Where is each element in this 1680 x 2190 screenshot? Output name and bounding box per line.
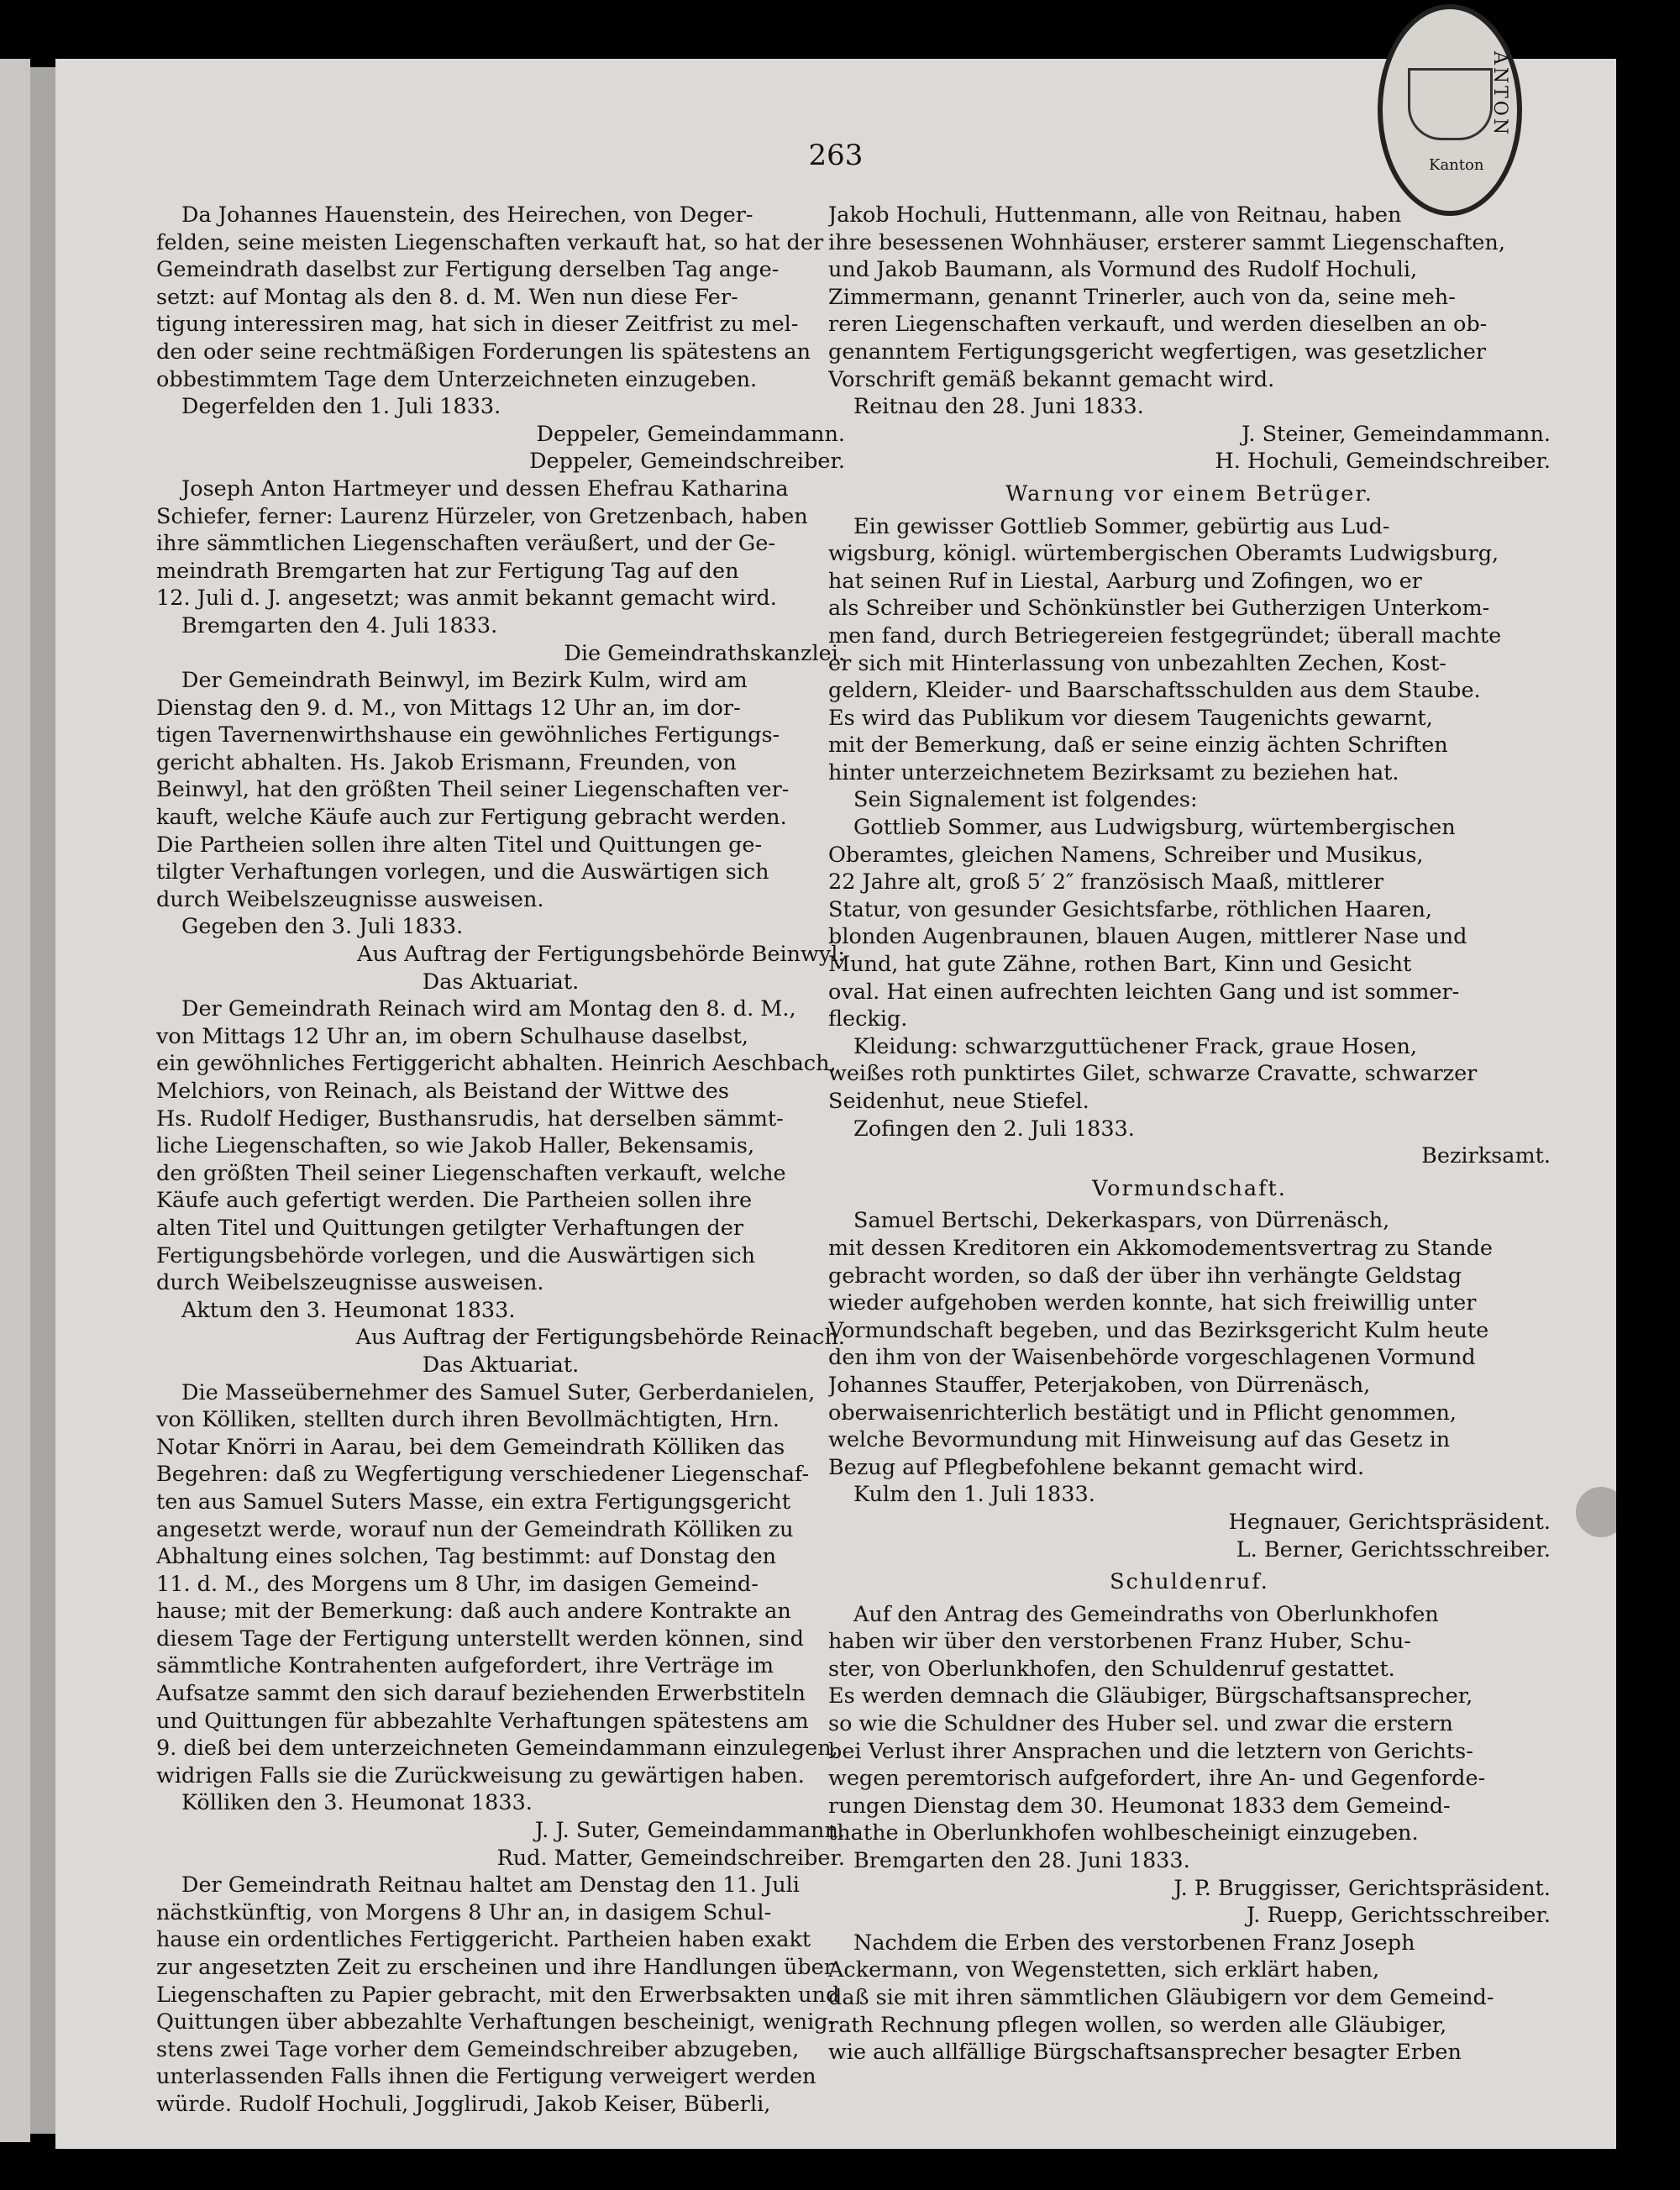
text-line: welche Bevormundung mit Hinweisung auf das Gesetz in: [828, 1427, 1451, 1453]
text-line: oval. Hat einen aufrechten leichten Gang und ist sommer-: [828, 979, 1460, 1005]
text-line: Fertigungsbehörde vorlegen, und die Auswärtigen sich: [156, 1242, 756, 1268]
text-line: mit der Bemerkung, daß er seine einzig ächten Schriften: [828, 733, 1448, 759]
text-line: Sein Signalement ist folgendes:: [853, 787, 1198, 813]
text-line: ihre sämmtlichen Liegenschaften veräußert, und der Ge-: [156, 531, 775, 557]
text-line: blonden Augenbraunen, blauen Augen, mittlerer Nase und: [828, 924, 1467, 950]
text-line: diesem Tage der Fertigung unterstellt werden können, sind: [156, 1625, 804, 1652]
text-line: hause; mit der Bemerkung: daß auch andere Kontrakte an: [156, 1599, 791, 1625]
text-line: Kleidung: schwarzguttüchener Frack, graue Hosen,: [853, 1033, 1418, 1059]
text-line: obbestimmtem Tage dem Unterzeichneten einzugeben.: [156, 366, 758, 392]
text-line: oberwaisenrichterlich bestätigt und in Pflicht genommen,: [828, 1400, 1457, 1426]
text-line: daß sie mit ihren sämmtlichen Gläubigern vor dem Gemeind-: [828, 1985, 1494, 2010]
text-line: Zimmermann, genannt Trinerler, auch von da, seine meh-: [828, 284, 1456, 310]
text-line: kauft, welche Käufe auch zur Fertigung gebracht werden.: [156, 805, 787, 831]
text-line: tilgter Verhaftungen vorlegen, und die Auswärtigen sich: [156, 859, 769, 885]
text-line: und Jakob Baumann, als Vormund des Rudolf Hochuli,: [828, 257, 1418, 283]
text-line: J. Ruepp, Gerichtsschreiber.: [1246, 1903, 1551, 1929]
text-line: ster, von Oberlunkhofen, den Schuldenruf gestattet.: [828, 1656, 1395, 1682]
text-line: sämmtliche Kontrahenten aufgefordert, ihre Verträge im: [156, 1653, 774, 1679]
text-line: Es wird das Publikum vor diesem Taugenichts gewarnt,: [828, 705, 1433, 731]
text-line: Notar Knörri in Aarau, bei dem Gemeindrath Kölliken das: [156, 1434, 785, 1460]
text-line: Gemeindrath daselbst zur Fertigung derselben Tag ange-: [156, 257, 780, 283]
text-line: Vormundschaft begeben, und das Bezirksgericht Kulm heute: [828, 1317, 1489, 1343]
text-line: gebracht worden, so daß der über ihn verhängte Geldstag: [828, 1263, 1462, 1289]
text-line: durch Weibelszeugnisse ausweisen.: [156, 1270, 544, 1296]
text-line: angesetzt werde, worauf nun der Gemeindrath Kölliken zu: [156, 1516, 794, 1542]
text-line: genanntem Fertigungsgericht wegfertigen, was gesetzlicher: [828, 339, 1487, 365]
text-line: wieder aufgehoben werden konnte, hat sich freiwillig unter: [828, 1290, 1477, 1316]
text-line: Aktum den 3. Heumonat 1833.: [181, 1297, 516, 1323]
section-heading: Warnung vor einem Betrüger.: [1005, 481, 1373, 507]
text-line: Statur, von gesunder Gesichtsfarbe, röthlichen Haaren,: [828, 896, 1433, 922]
text-line: bei Verlust ihrer Ansprachen und die letztern von Gerichts-: [828, 1738, 1473, 1764]
text-line: J. Steiner, Gemeindammann.: [1242, 421, 1551, 447]
text-line: Nachdem die Erben des verstorbenen Franz Joseph: [853, 1930, 1415, 1956]
text-line: H. Hochuli, Gemeindschreiber.: [1215, 449, 1551, 475]
text-line: Reitnau den 28. Juni 1833.: [853, 394, 1144, 420]
text-line: Es werden demnach die Gläubiger, Bürgschaftsansprecher,: [828, 1683, 1473, 1709]
text-line: Oberamtes, gleichen Namens, Schreiber und Musikus,: [828, 842, 1424, 868]
section-heading: Vormundschaft.: [1092, 1175, 1287, 1201]
text-line: Das Aktuariat.: [422, 1352, 580, 1378]
text-line: mit dessen Kreditoren ein Akkomodementsvertrag zu Stande: [828, 1235, 1494, 1261]
text-line: weißes roth punktirtes Gilet, schwarze Cravatte, schwarzer: [828, 1061, 1478, 1087]
text-line: den oder seine rechtmäßigen Forderungen lis spätestens an: [156, 339, 811, 365]
text-line: Vorschrift gemäß bekannt gemacht wird.: [828, 366, 1275, 392]
text-line: den ihm von der Waisenbehörde vorgeschlagenen Vormund: [828, 1345, 1476, 1371]
text-line: meindrath Bremgarten hat zur Fertigung Tag auf den: [156, 558, 739, 584]
text-line: rath Rechnung pflegen wollen, so werden alle Gläubiger,: [828, 2012, 1447, 2038]
text-line: J. P. Bruggisser, Gerichtspräsident.: [1173, 1875, 1551, 1901]
text-line: wigsburg, königl. würtembergischen Oberamts Ludwigsburg,: [828, 541, 1499, 567]
stamp-crest-icon: [1408, 68, 1493, 140]
text-line: Liegenschaften zu Papier gebracht, mit den Erwerbsakten und: [156, 1982, 840, 2008]
text-line: Dienstag den 9. d. M., von Mittags 12 Uhr an, im dor-: [156, 695, 741, 721]
text-line: Begehren: daß zu Wegfertigung verschiedener Liegenschaf-: [156, 1462, 810, 1488]
text-line: Melchiors, von Reinach, als Beistand der Wittwe des: [156, 1079, 729, 1104]
text-line: nächstkünftig, von Morgens 8 Uhr an, in dasigem Schul-: [156, 1899, 772, 1925]
text-line: Abhaltung eines solchen, Tag bestimmt: auf Donstag den: [156, 1544, 777, 1570]
text-line: widrigen Falls sie die Zurückweisung zu gewärtigen haben.: [156, 1762, 805, 1788]
text-line: Samuel Bertschi, Dekerkaspars, von Dürrenäsch,: [853, 1208, 1390, 1234]
ink-smudge: [1576, 1487, 1616, 1537]
left-column: [156, 202, 845, 2119]
text-line: rungen Dienstag dem 30. Heumonat 1833 dem Gemeind-: [828, 1793, 1451, 1819]
text-line: Auf den Antrag des Gemeindraths von Oberlunkhofen: [853, 1601, 1439, 1627]
text-line: von Mittags 12 Uhr an, im obern Schulhause daselbst,: [156, 1023, 748, 1049]
text-line: Der Gemeindrath Reinach wird am Montag den 8. d. M.,: [181, 996, 796, 1022]
text-line: Rud. Matter, Gemeindschreiber.: [496, 1845, 845, 1871]
text-line: Deppeler, Gemeindschreiber.: [529, 449, 845, 475]
text-line: Hegnauer, Gerichtspräsident.: [1228, 1509, 1551, 1535]
right-column: [828, 202, 1551, 2067]
text-line: als Schreiber und Schönkünstler bei Gutherzigen Unterkom-: [828, 596, 1490, 622]
text-line: von Kölliken, stellten durch ihren Bevollmächtigten, Hrn.: [156, 1407, 780, 1433]
book-spine-strip: [0, 59, 30, 2142]
stamp-text: ANTON: [1489, 51, 1510, 138]
text-line: Mund, hat gute Zähne, rothen Bart, Kinn und Gesicht: [828, 952, 1412, 978]
text-line: Käufe auch gefertigt werden. Die Partheien sollen ihre: [156, 1188, 753, 1214]
text-line: thathe in Oberlunkhofen wohlbescheinigt einzugeben.: [828, 1820, 1419, 1846]
text-line: Hs. Rudolf Hediger, Busthansrudis, hat derselben sämmt-: [156, 1106, 784, 1132]
text-line: Ackermann, von Wegenstetten, sich erklärt haben,: [828, 1957, 1380, 1983]
text-line: geldern, Kleider- und Baarschaftsschulden aus dem Staube.: [828, 678, 1481, 704]
text-line: Kulm den 1. Juli 1833.: [853, 1482, 1095, 1508]
text-line: ten aus Samuel Suters Masse, ein extra Fertigungsgericht: [156, 1489, 790, 1515]
text-line: Aus Auftrag der Fertigungsbehörde Beinwyl:: [357, 942, 845, 968]
text-line: Quittungen über abbezahlte Verhaftungen bescheinigt, wenig-: [156, 2009, 836, 2035]
library-stamp: [1378, 4, 1522, 216]
text-line: so wie die Schuldner des Huber sel. und zwar die erstern: [828, 1711, 1453, 1737]
section-heading: Schuldenruf.: [1110, 1569, 1269, 1595]
text-line: Da Johannes Hauenstein, des Heirechen, von Deger-: [181, 202, 753, 228]
text-line: liche Liegenschaften, so wie Jakob Haller, Bekensamis,: [156, 1133, 755, 1159]
text-line: ihre besessenen Wohnhäuser, ersterer sammt Liegenschaften,: [828, 229, 1505, 255]
text-line: unterlassenden Falls ihnen die Fertigung verweigert werden: [156, 2064, 816, 2090]
text-line: tigung interessiren mag, hat sich in dieser Zeitfrist zu mel-: [156, 312, 799, 338]
text-line: Gottlieb Sommer, aus Ludwigsburg, würtembergischen: [853, 815, 1456, 841]
text-line: felden, seine meisten Liegenschaften verkauft hat, so hat der: [156, 229, 824, 255]
text-line: Deppeler, Gemeindammann.: [536, 421, 845, 447]
text-line: gericht abhalten. Hs. Jakob Erismann, Freunden, von: [156, 749, 737, 775]
text-line: Beinwyl, hat den größten Theil seiner Liegenschaften ver-: [156, 777, 790, 803]
text-line: er sich mit Hinterlassung von unbezahlten Zechen, Kost-: [828, 650, 1446, 676]
text-line: Bezirksamt.: [1421, 1143, 1551, 1169]
text-line: hinter unterzeichnetem Bezirksamt zu beziehen hat.: [828, 759, 1399, 785]
text-line: Bremgarten den 4. Juli 1833.: [181, 612, 498, 638]
text-line: 22 Jahre alt, groß 5′ 2″ französisch Maaß, mittlerer: [828, 869, 1384, 895]
text-line: haben wir über den verstorbenen Franz Huber, Schu-: [828, 1629, 1411, 1655]
text-line: Der Gemeindrath Beinwyl, im Bezirk Kulm, wird am: [181, 668, 748, 694]
text-line: alten Titel und Quittungen getilgter Verhaftungen der: [156, 1215, 744, 1241]
text-line: Das Aktuariat.: [422, 969, 580, 995]
text-line: Aus Auftrag der Fertigungsbehörde Reinach.: [355, 1325, 845, 1351]
text-line: Die Partheien sollen ihre alten Titel und Quittungen ge-: [156, 832, 763, 858]
text-line: und Quittungen für abbezahlte Verhaftungen spätestens am: [156, 1708, 809, 1734]
text-line: hat seinen Ruf in Liestal, Aarburg und Zofingen, wo er: [828, 568, 1422, 594]
stamp-text-bottom: Kanton: [1429, 156, 1484, 174]
text-line: Der Gemeindrath Reitnau haltet am Denstag den 11. Juli: [181, 1872, 800, 1899]
text-line: Die Gemeindrathskanzlei.: [564, 640, 845, 666]
text-line: fleckig.: [828, 1006, 908, 1032]
text-line: Die Masseübernehmer des Samuel Suter, Gerberdanielen,: [181, 1379, 816, 1405]
text-line: ein gewöhnliches Fertiggericht abhalten. Heinrich Aeschbach,: [156, 1051, 837, 1077]
text-line: tigen Tavernenwirthshause ein gewöhnliches Fertigungs-: [156, 722, 780, 748]
text-line: den größten Theil seiner Liegenschaften verkauft, welche: [156, 1160, 786, 1186]
text-line: Johannes Stauffer, Peterjakoben, von Dürrenäsch,: [828, 1372, 1371, 1398]
text-line: Aufsatze sammt den sich darauf beziehenden Erwerbstiteln: [156, 1681, 806, 1707]
text-line: hause ein ordentliches Fertiggericht. Partheien haben exakt: [156, 1927, 811, 1953]
text-line: Jakob Hochuli, Huttenmann, alle von Reitnau, haben: [828, 202, 1402, 228]
text-line: Joseph Anton Hartmeyer und dessen Ehefrau Katharina: [181, 475, 789, 502]
text-line: würde. Rudolf Hochuli, Jogglirudi, Jakob Keiser, Büberli,: [156, 2091, 771, 2117]
text-line: setzt: auf Montag als den 8. d. M. Wen nun diese Fer-: [156, 284, 738, 310]
text-line: 9. dieß bei dem unterzeichneten Gemeindammann einzulegen,: [156, 1736, 838, 1762]
text-line: Kölliken den 3. Heumonat 1833.: [181, 1790, 533, 1816]
text-line: durch Weibelszeugnisse ausweisen.: [156, 886, 544, 912]
text-line: Bremgarten den 28. Juni 1833.: [853, 1848, 1190, 1874]
page-number: 263: [808, 139, 864, 172]
text-line: L. Berner, Gerichtsschreiber.: [1236, 1536, 1551, 1562]
text-line: 11. d. M., des Morgens um 8 Uhr, im dasigen Gemeind-: [156, 1571, 759, 1597]
text-line: men fand, durch Betriegereien festgegründet; überall machte: [828, 622, 1502, 649]
text-line: reren Liegenschaften verkauft, und werden dieselben an ob-: [828, 312, 1488, 338]
text-line: Bezug auf Pflegbefohlene bekannt gemacht wird.: [828, 1454, 1365, 1480]
text-line: Zofingen den 2. Juli 1833.: [853, 1116, 1135, 1142]
text-line: Schiefer, ferner: Laurenz Hürzeler, von Gretzenbach, haben: [156, 503, 808, 529]
newspaper-page: [55, 59, 1616, 2149]
page-edge-shadow: [30, 67, 55, 2134]
text-line: 12. Juli d. J. angesetzt; was anmit bekannt gemacht wird.: [156, 586, 777, 612]
text-line: Seidenhut, neue Stiefel.: [828, 1089, 1089, 1114]
text-line: stens zwei Tage vorher dem Gemeindschreiber abzugeben,: [156, 2036, 800, 2062]
text-line: zur angesetzten Zeit zu erscheinen und ihre Handlungen über: [156, 1955, 834, 1980]
text-line: Ein gewisser Gottlieb Sommer, gebürtig aus Lud-: [853, 513, 1390, 539]
text-line: J. J. Suter, Gemeindammann.: [534, 1818, 845, 1844]
text-line: Gegeben den 3. Juli 1833.: [181, 914, 464, 940]
text-line: wegen peremtorisch aufgefordert, ihre An- und Gegenforde-: [828, 1766, 1486, 1792]
text-line: wie auch allfällige Bürgschaftsansprecher besagter Erben: [828, 2040, 1462, 2066]
text-line: Degerfelden den 1. Juli 1833.: [181, 394, 501, 420]
